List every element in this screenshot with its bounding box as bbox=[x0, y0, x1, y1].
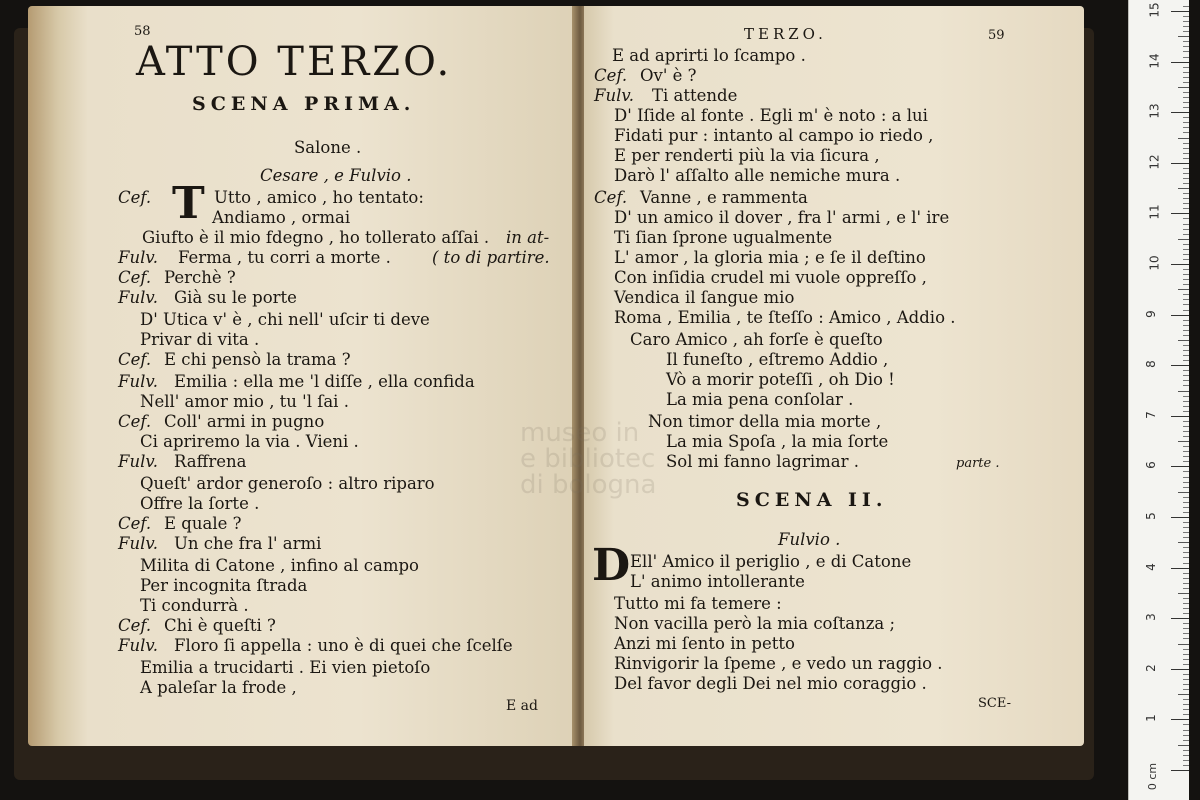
ruler-tick bbox=[1183, 608, 1189, 609]
ruler-number: 6 bbox=[1143, 461, 1158, 470]
ruler-tick bbox=[1183, 613, 1189, 614]
dialogue-line: Emilia a trucidarti . Ei vien pietoſo bbox=[140, 658, 431, 677]
ruler-tick bbox=[1183, 294, 1189, 295]
scene2-line: Rinvigorir la ſpeme , e vedo un raggio . bbox=[614, 654, 943, 673]
speaker: Fulv. bbox=[594, 86, 634, 105]
ruler-tick bbox=[1183, 234, 1189, 235]
aria-line: Caro Amico , ah forſe è queſto bbox=[630, 330, 883, 349]
dialogue-line: Nell' amor mio , tu 'l ſai . bbox=[140, 392, 349, 411]
watermark-line: e bibliotec bbox=[520, 444, 656, 474]
ruler-tick bbox=[1183, 254, 1189, 255]
ruler-tick bbox=[1183, 335, 1189, 336]
ruler-tick bbox=[1183, 203, 1189, 204]
running-head: TERZO. bbox=[744, 25, 827, 43]
ruler-tick bbox=[1171, 11, 1189, 12]
ruler-tick bbox=[1183, 122, 1189, 123]
ruler-tick bbox=[1183, 148, 1189, 149]
ruler-tick bbox=[1183, 330, 1189, 331]
ruler-tick bbox=[1183, 487, 1189, 488]
ruler-tick bbox=[1183, 401, 1189, 402]
ruler-tick bbox=[1183, 684, 1189, 685]
ruler-tick bbox=[1183, 573, 1189, 574]
ruler-tick bbox=[1178, 492, 1189, 493]
ruler-number: 7 bbox=[1143, 410, 1158, 419]
scene2-line: L' animo intollerante bbox=[630, 572, 805, 591]
ruler-tick bbox=[1183, 193, 1189, 194]
ruler-tick bbox=[1183, 765, 1189, 766]
ruler-tick bbox=[1178, 644, 1189, 645]
ruler-tick bbox=[1178, 239, 1189, 240]
ruler-tick bbox=[1178, 138, 1189, 139]
scene2-line: Ell' Amico il periglio , e di Catone bbox=[630, 552, 912, 571]
dialogue-line: Un che fra l' armi bbox=[174, 534, 322, 553]
aria-line: Sol mi fanno lagrimar . bbox=[666, 452, 860, 471]
watermark-line: di bologna bbox=[520, 470, 657, 500]
ruler-tick bbox=[1183, 547, 1189, 548]
speaker: Cef. bbox=[118, 412, 152, 431]
ruler-tick bbox=[1183, 456, 1189, 457]
dialogue-line: D' Iſide al fonte . Egli m' è noto : a lui bbox=[614, 106, 928, 125]
ruler-tick bbox=[1171, 517, 1189, 518]
dialogue-line: Con inſidia crudel mi vuole oppreſſo , bbox=[614, 268, 927, 287]
right-page bbox=[584, 6, 1084, 746]
dialogue-line: E per renderti più la via ſicura , bbox=[614, 146, 880, 165]
ruler-tick bbox=[1183, 380, 1189, 381]
ruler-tick bbox=[1183, 279, 1189, 280]
ruler-tick bbox=[1183, 107, 1189, 108]
ruler-tick bbox=[1171, 568, 1189, 569]
ruler-number: 4 bbox=[1143, 562, 1158, 571]
ruler-tick bbox=[1171, 264, 1189, 265]
ruler-tick bbox=[1183, 406, 1189, 407]
ruler-tick bbox=[1183, 659, 1189, 660]
act-title: ATTO TERZO. bbox=[136, 39, 453, 85]
speaker: Cef. bbox=[118, 350, 152, 369]
stage-direction: parte . bbox=[956, 456, 1000, 471]
ruler-tick bbox=[1178, 87, 1189, 88]
ruler-number: 3 bbox=[1143, 613, 1158, 622]
aria-line: Vò a morir poteſſi , oh Dio ! bbox=[666, 370, 895, 389]
dialogue-line: Fidati pur : intanto al campo io riedo , bbox=[614, 126, 934, 145]
ruler-tick bbox=[1183, 229, 1189, 230]
ruler-unit-label: 0 cm bbox=[1146, 762, 1160, 791]
ruler-tick bbox=[1183, 482, 1189, 483]
left-page-number: 58 bbox=[134, 24, 151, 39]
ruler-tick bbox=[1183, 431, 1189, 432]
dialogue-line: Giufto è il mio fdegno , ho tollerato aſſai . bbox=[142, 228, 490, 247]
dropcap-right: D bbox=[592, 540, 631, 591]
ruler-tick bbox=[1171, 618, 1189, 619]
dialogue-line: Ti ſian ſprone ugualmente bbox=[614, 228, 833, 247]
ruler-tick bbox=[1171, 163, 1189, 164]
scene2-title: SCENA II. bbox=[736, 489, 888, 511]
dialogue-line: Ti condurrà . bbox=[140, 596, 249, 615]
ruler-tick bbox=[1183, 249, 1189, 250]
ruler-tick bbox=[1183, 598, 1189, 599]
dialogue-line: L' amor , la gloria mia ; e ſe il deſtino bbox=[614, 248, 926, 267]
ruler-tick bbox=[1183, 345, 1189, 346]
ruler-tick bbox=[1183, 299, 1189, 300]
ruler-tick bbox=[1183, 446, 1189, 447]
ruler-tick bbox=[1183, 714, 1189, 715]
ruler-number: 14 bbox=[1147, 52, 1162, 69]
ruler-tick bbox=[1183, 654, 1189, 655]
ruler-tick bbox=[1178, 340, 1189, 341]
ruler-tick bbox=[1183, 198, 1189, 199]
ruler-tick bbox=[1178, 36, 1189, 37]
ruler-tick bbox=[1183, 31, 1189, 32]
ruler-tick bbox=[1183, 527, 1189, 528]
dialogue-line: Roma , Emilia , te ſteſſo : Amico , Addio . bbox=[614, 308, 956, 327]
dialogue-line: E chi pensò la trama ? bbox=[164, 350, 351, 369]
scale-ruler bbox=[1128, 0, 1189, 800]
ruler-tick bbox=[1183, 740, 1189, 741]
speaker: Fulv. bbox=[118, 288, 158, 307]
ruler-tick bbox=[1183, 269, 1189, 270]
ruler-tick bbox=[1171, 62, 1189, 63]
ruler-tick bbox=[1183, 628, 1189, 629]
ruler-tick bbox=[1183, 41, 1189, 42]
dialogue-line: Utto , amico , ho tentato: bbox=[214, 188, 424, 207]
ruler-tick bbox=[1183, 497, 1189, 498]
ruler-tick bbox=[1183, 350, 1189, 351]
ruler-tick bbox=[1183, 21, 1189, 22]
ruler-tick bbox=[1171, 416, 1189, 417]
speaker: Fulv. bbox=[118, 372, 158, 391]
ruler-tick bbox=[1183, 623, 1189, 624]
scene2-line: Anzi mi ſento in petto bbox=[614, 634, 795, 653]
ruler-tick bbox=[1183, 183, 1189, 184]
ruler-tick bbox=[1183, 699, 1189, 700]
ruler-tick bbox=[1183, 360, 1189, 361]
dialogue-line: Vendica il ſangue mio bbox=[614, 288, 795, 307]
dialogue-line: E quale ? bbox=[164, 514, 242, 533]
ruler-tick bbox=[1183, 709, 1189, 710]
ruler-tick bbox=[1171, 770, 1189, 771]
ruler-tick bbox=[1178, 593, 1189, 594]
aria-line: Il funeſto , eſtremo Addio , bbox=[666, 350, 889, 369]
ruler-tick bbox=[1183, 385, 1189, 386]
speaker: Cef. bbox=[118, 616, 152, 635]
ruler-number: 13 bbox=[1147, 103, 1162, 119]
ruler-tick bbox=[1183, 689, 1189, 690]
ruler-tick bbox=[1183, 284, 1189, 285]
ruler-tick bbox=[1183, 97, 1189, 98]
ruler-tick bbox=[1183, 679, 1189, 680]
ruler-tick bbox=[1183, 633, 1189, 634]
ruler-tick bbox=[1183, 704, 1189, 705]
aria-line: La mia pena conſolar . bbox=[666, 390, 854, 409]
ruler-tick bbox=[1183, 638, 1189, 639]
speaker: Cef. bbox=[118, 514, 152, 533]
ruler-tick bbox=[1183, 370, 1189, 371]
ruler-tick bbox=[1183, 26, 1189, 27]
ruler-tick bbox=[1183, 436, 1189, 437]
ruler-tick bbox=[1183, 168, 1189, 169]
ruler-tick bbox=[1183, 578, 1189, 579]
ruler-tick bbox=[1183, 760, 1189, 761]
ruler-tick bbox=[1178, 745, 1189, 746]
ruler-tick bbox=[1183, 173, 1189, 174]
ruler-tick bbox=[1183, 674, 1189, 675]
ruler-tick bbox=[1183, 92, 1189, 93]
scene2-character: Fulvio . bbox=[778, 530, 841, 549]
watermark bbox=[520, 420, 656, 498]
ruler-tick bbox=[1178, 441, 1189, 442]
ruler-tick bbox=[1178, 542, 1189, 543]
dialogue-line: Per incognita ſtrada bbox=[140, 576, 308, 595]
dialogue-line: Floro ſi appella : uno è di quei che ſcelſe bbox=[174, 636, 513, 655]
dialogue-line: Offre la ſorte . bbox=[140, 494, 260, 513]
right-page-number: 59 bbox=[988, 28, 1005, 43]
ruler-number: 8 bbox=[1143, 360, 1158, 369]
ruler-number: 12 bbox=[1147, 154, 1162, 170]
dialogue-line: D' Utica v' è , chi nell' uſcir ti deve bbox=[140, 310, 430, 329]
ruler-tick bbox=[1183, 117, 1189, 118]
ruler-number: 15 bbox=[1147, 2, 1162, 18]
ruler-tick bbox=[1171, 112, 1189, 113]
ruler-tick bbox=[1183, 512, 1189, 513]
scene2-line: Del favor degli Dei nel mio coraggio . bbox=[614, 674, 927, 693]
ruler-tick bbox=[1183, 158, 1189, 159]
dialogue-line: Raffrena bbox=[174, 452, 247, 471]
speaker: Cef. bbox=[118, 268, 152, 287]
ruler-tick bbox=[1171, 315, 1189, 316]
ruler-tick bbox=[1183, 310, 1189, 311]
ruler-tick bbox=[1178, 289, 1189, 290]
dialogue-line: Darò l' aſſalto alle nemiche mura . bbox=[614, 166, 901, 185]
ruler-tick bbox=[1183, 6, 1189, 7]
dialogue-line: Queſt' ardor generoſo : altro riparo bbox=[140, 474, 435, 493]
dialogue-line: Già su le porte bbox=[174, 288, 297, 307]
ruler-tick bbox=[1183, 178, 1189, 179]
ruler-tick bbox=[1183, 72, 1189, 73]
dialogue-line: Emilia : ella me 'l diſſe , ella confida bbox=[174, 372, 475, 391]
ruler-tick bbox=[1183, 396, 1189, 397]
ruler-number: 11 bbox=[1147, 204, 1162, 221]
ruler-tick bbox=[1183, 750, 1189, 751]
dialogue-line: Ci apriremo la via . Vieni . bbox=[140, 432, 359, 451]
ruler-tick bbox=[1171, 466, 1189, 467]
left-page bbox=[28, 6, 580, 746]
dialogue-line: Privar di vita . bbox=[140, 330, 260, 349]
catchword-right: SCE- bbox=[978, 696, 1011, 711]
ruler-tick bbox=[1183, 730, 1189, 731]
ruler-tick bbox=[1183, 507, 1189, 508]
ruler-tick bbox=[1183, 603, 1189, 604]
ruler-tick bbox=[1183, 67, 1189, 68]
ruler-number: 2 bbox=[1143, 663, 1158, 672]
ruler-number: 10 bbox=[1147, 255, 1162, 271]
ruler-tick bbox=[1183, 132, 1189, 133]
ruler-tick bbox=[1178, 391, 1189, 392]
speaker: Fulv. bbox=[118, 534, 158, 553]
speaker: Fulv. bbox=[118, 248, 158, 267]
dropcap-left: T bbox=[172, 178, 205, 229]
ruler-tick bbox=[1183, 218, 1189, 219]
dialogue-line: E ad aprirti lo ſcampo . bbox=[612, 46, 806, 65]
scene-title: SCENA PRIMA. bbox=[192, 93, 416, 115]
ruler-tick bbox=[1183, 451, 1189, 452]
dialogue-line: Ferma , tu corri a morte . bbox=[178, 248, 391, 267]
ruler-tick bbox=[1183, 143, 1189, 144]
ruler-tick bbox=[1183, 471, 1189, 472]
ruler-tick bbox=[1183, 557, 1189, 558]
ruler-number: 5 bbox=[1143, 512, 1158, 520]
ruler-tick bbox=[1183, 16, 1189, 17]
ruler-tick bbox=[1183, 552, 1189, 553]
ruler-tick bbox=[1183, 259, 1189, 260]
dialogue-line: Andiamo , ormai bbox=[212, 208, 351, 227]
ruler-tick bbox=[1183, 426, 1189, 427]
ruler-tick bbox=[1183, 304, 1189, 305]
ruler-number: 1 bbox=[1143, 714, 1158, 723]
ruler-tick bbox=[1183, 320, 1189, 321]
dialogue-line: Chi è queſti ? bbox=[164, 616, 276, 635]
ruler-tick bbox=[1183, 224, 1189, 225]
ruler-tick bbox=[1178, 694, 1189, 695]
speaker: Cef. bbox=[118, 188, 152, 207]
ruler-tick bbox=[1171, 365, 1189, 366]
ruler-tick bbox=[1183, 532, 1189, 533]
ruler-tick bbox=[1171, 213, 1189, 214]
scene2-line: Non vacilla però la mia coſtanza ; bbox=[614, 614, 896, 633]
ruler-tick bbox=[1183, 77, 1189, 78]
ruler-tick bbox=[1183, 755, 1189, 756]
ruler-tick bbox=[1183, 588, 1189, 589]
ruler-tick bbox=[1183, 583, 1189, 584]
ruler-tick bbox=[1183, 537, 1189, 538]
dialogue-line: Ti attende bbox=[652, 86, 738, 105]
ruler-tick bbox=[1183, 724, 1189, 725]
dialogue-line: Coll' armi in pugno bbox=[164, 412, 325, 431]
ruler-tick bbox=[1183, 153, 1189, 154]
ruler-tick bbox=[1183, 274, 1189, 275]
dialogue-line: A paleſar la frode , bbox=[140, 678, 297, 697]
ruler-tick bbox=[1183, 355, 1189, 356]
setting-line: Salone . bbox=[294, 138, 362, 157]
speaker: Fulv. bbox=[118, 452, 158, 471]
ruler-tick bbox=[1183, 649, 1189, 650]
ruler-tick bbox=[1183, 51, 1189, 52]
ruler-tick bbox=[1178, 188, 1189, 189]
ruler-tick bbox=[1183, 375, 1189, 376]
ruler-tick bbox=[1183, 735, 1189, 736]
characters-line: Cesare , e Fulvio . bbox=[260, 166, 412, 185]
ruler-tick bbox=[1183, 421, 1189, 422]
catchword-left: E ad bbox=[506, 698, 538, 714]
ruler-tick bbox=[1183, 477, 1189, 478]
ruler-tick bbox=[1183, 57, 1189, 58]
ruler-tick bbox=[1183, 46, 1189, 47]
scene2-line: Tutto mi fa temere : bbox=[614, 594, 782, 613]
ruler-tick bbox=[1183, 102, 1189, 103]
stage-direction: in at- bbox=[506, 228, 550, 247]
speaker: Cef. bbox=[594, 66, 628, 85]
dialogue-line: Milita di Catone , infino al campo bbox=[140, 556, 419, 575]
ruler-tick bbox=[1183, 325, 1189, 326]
dialogue-line: Perchè ? bbox=[164, 268, 236, 287]
speaker: Fulv. bbox=[118, 636, 158, 655]
ruler-number: 9 bbox=[1143, 309, 1158, 318]
ruler-tick bbox=[1183, 664, 1189, 665]
ruler-tick bbox=[1183, 127, 1189, 128]
aria-line: Non timor della mia morte , bbox=[648, 412, 882, 431]
ruler-tick bbox=[1183, 244, 1189, 245]
ruler-tick bbox=[1183, 411, 1189, 412]
ruler-tick bbox=[1183, 522, 1189, 523]
speaker: Cef. bbox=[594, 188, 628, 207]
dialogue-line: Vanne , e rammenta bbox=[640, 188, 808, 207]
dialogue-line: Ov' è ? bbox=[640, 66, 697, 85]
ruler-tick bbox=[1183, 82, 1189, 83]
ruler-tick bbox=[1183, 563, 1189, 564]
stage-direction: ( to di partire. bbox=[432, 248, 550, 267]
ruler-tick bbox=[1183, 461, 1189, 462]
ruler-tick bbox=[1171, 719, 1189, 720]
ruler-tick bbox=[1183, 502, 1189, 503]
ruler-tick bbox=[1183, 208, 1189, 209]
dialogue-line: D' un amico il dover , fra l' armi , e l' ire bbox=[614, 208, 950, 227]
aria-line: La mia Spoſa , la mia ſorte bbox=[666, 432, 889, 451]
watermark-line: museo in bbox=[520, 418, 640, 448]
ruler-tick bbox=[1171, 669, 1189, 670]
